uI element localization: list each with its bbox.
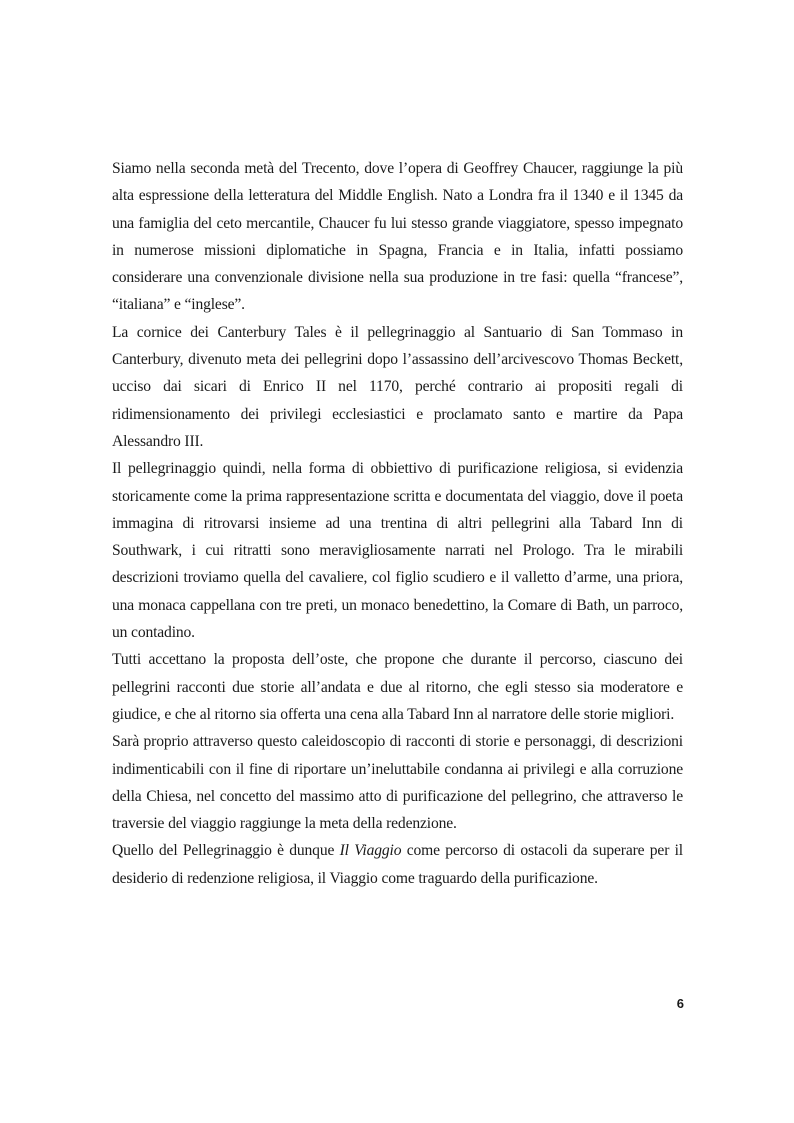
paragraph-kaleidoscope: Sarà proprio attraverso questo caleidoscopio di racconti di storie e personaggi, di descrizioni indimenticabili con il fine di riportare un’ineluttabile condanna ai privilegi e alla corruzione della Chiesa, nel concetto del massimo atto di purificazione del pellegrino, che attraverso le traversie del viaggio raggiunge la meta della redenzione. [112, 733, 683, 833]
conclusion-text-end: come percorso di ostacoli da superare per il desiderio di redenzione religiosa, il Viaggio come traguardo della purificazione. [112, 842, 683, 887]
page-number: 6 [676, 996, 684, 1011]
paragraph-chaucer-intro: Siamo nella seconda metà del Trecento, dove l’opera di Geoffrey Chaucer, raggiunge la più alta espressione della letteratura del Middle English. Nato a Londra fra il 1340 e il 1345 da una famiglia del ceto mercantile, Chaucer fu lui stesso grande viaggiatore, spesso impegnato in numerose missioni diplomatiche in Spagna, Francia e in Italia, infatti possiamo considerare una convenzionale divisione nella sua produzione in tre fasi: quella “francese”, “italiana” e “inglese”. [112, 160, 683, 314]
paragraph-pilgrimage: Il pellegrinaggio quindi, nella forma di obbiettivo di purificazione religiosa, si evidenzia storicamente come la prima rappresentazione scritta e documentata del viaggio, dove il poeta immagina di ritrovarsi insieme ad una trentina di altri pellegrini alla Tabard Inn di Southwark, i cui ritratti sono meravigliosamente narrati nel Prologo. Tra le mirabili descrizioni troviamo quella del cavaliere, col figlio scudiero e il valletto d’arme, una priora, una monaca cappellana con tre preti, un monaco benedettino, la Comare di Bath, un parroco, un contadino. [112, 460, 683, 642]
conclusion-italic-title: Il Viaggio [339, 842, 402, 860]
paragraph-canterbury-frame: La cornice dei Canterbury Tales è il pellegrinaggio al Santuario di San Tommaso in Canterbury, divenuto meta dei pellegrini dopo l’assassino dell’arcivescovo Thomas Beckett, ucciso dai sicari di Enrico II nel 1170, perché contrario ai propositi regali di ridimensionamento dei privilegi ecclesiastici e proclamato santo e martire da Papa Alessandro III. [112, 323, 683, 450]
conclusion-text-start: Quello del Pellegrinaggio è dunque [112, 842, 340, 860]
paragraph-host-proposal: Tutti accettano la proposta dell’oste, che propone che durante il percorso, ciascuno dei pellegrini racconti due storie all’andata e due al ritorno, che egli stesso sia moderatore e giudice, e che al ritorno sia offerta una cena alla Tabard Inn al narratore delle storie migliori. [112, 651, 683, 723]
body-text [112, 155, 683, 892]
paragraph-conclusion [112, 837, 683, 892]
